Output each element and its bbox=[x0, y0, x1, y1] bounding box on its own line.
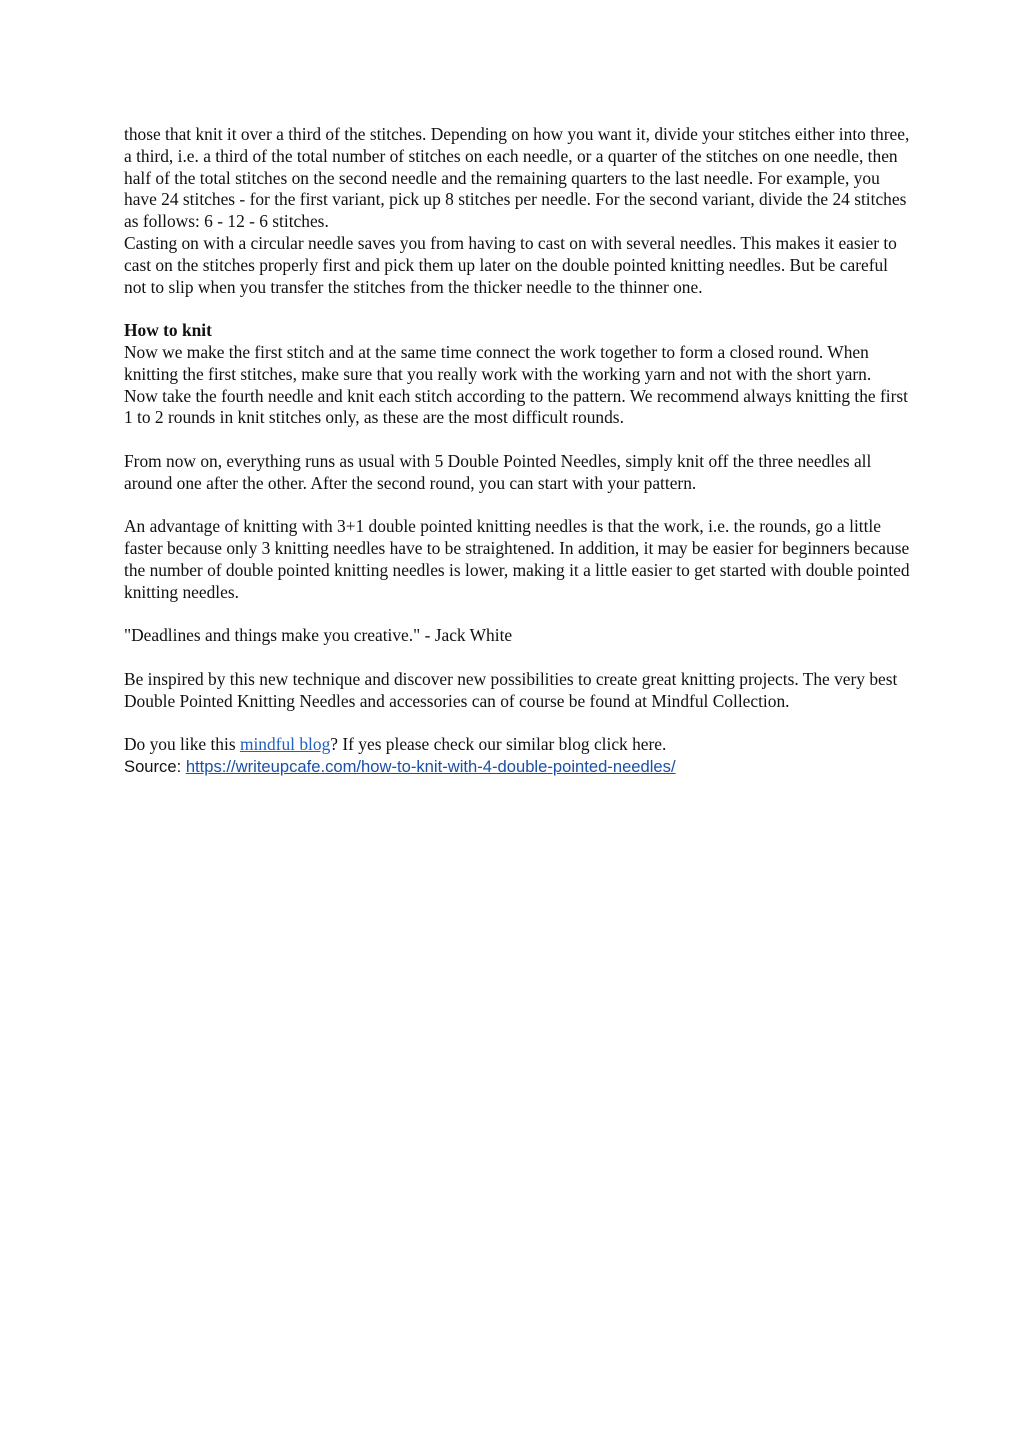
spacer bbox=[124, 298, 914, 320]
blog-line-prefix: Do you like this bbox=[124, 734, 240, 755]
blog-line-suffix: ? If yes please check our similar blog click here. bbox=[330, 734, 667, 755]
paragraph-from-now-on: From now on, everything runs as usual with 5 Double Pointed Needles, simply knit off the three needles all around one after the other. After the second round, you can start with your pattern. bbox=[124, 450, 872, 493]
spacer bbox=[124, 604, 914, 626]
paragraph-advantage: An advantage of knitting with 3+1 double pointed knitting needles is that the work, i.e. the rounds, go a little faster because only 3 knitting needles have to be straightened. In addition, it may be easier for beginners because the number of double pointed knitting needles is lower, making it a little easier to get started with double pointed knitting needles. bbox=[124, 516, 910, 602]
mindful-blog-link[interactable]: mindful blog bbox=[239, 734, 331, 755]
source-label: Source: bbox=[124, 757, 186, 777]
paragraph-first-stitch: Now we make the first stitch and at the same time connect the work together to form a closed round. When knitting the first stitches, make sure that you really work with the working yarn and not with the short yarn. bbox=[124, 341, 872, 384]
source-link[interactable]: https://writeupcafe.com/how-to-knit-with-4-double-pointed-needles/ bbox=[185, 757, 676, 777]
quote: "Deadlines and things make you creative." - Jack White bbox=[124, 625, 513, 646]
paragraph-be-inspired: Be inspired by this new technique and discover new possibilities to create great knitting projects. The very best Double Pointed Knitting Needles and accessories can of course be found at Mindful Collection. bbox=[124, 668, 898, 711]
section-heading: How to knit bbox=[124, 320, 212, 341]
blog-line bbox=[124, 734, 914, 756]
paragraph-circular-needle: Casting on with a circular needle saves you from having to cast on with several needles. This makes it easier to cast on the stitches properly first and pick them up later on the double pointed knitting needles. But be careful not to slip when you transfer the stitches from the thicker needle to the thinner one. bbox=[124, 232, 897, 297]
spacer bbox=[124, 647, 914, 669]
source-line bbox=[124, 756, 914, 778]
spacer bbox=[124, 495, 914, 517]
document-body bbox=[124, 124, 914, 778]
spacer bbox=[124, 713, 914, 735]
spacer bbox=[124, 429, 914, 451]
paragraph-fourth-needle: Now take the fourth needle and knit each stitch according to the pattern. We recommend always knitting the first 1 to 2 rounds in knit stitches only, as these are the most difficult rounds. bbox=[124, 385, 908, 428]
paragraph-stitch-division: those that knit it over a third of the stitches. Depending on how you want it, divide your stitches either into three, a third, i.e. a third of the total number of stitches on each needle, or a quarter of the stitches on one needle, then half of the total stitches on the second needle and the remaining quarters to the last needle. For example, you have 24 stitches - for the first variant, pick up 8 stitches per needle. For the second variant, divide the 24 stitches as follows: 6 - 12 - 6 stitches. bbox=[124, 124, 910, 232]
